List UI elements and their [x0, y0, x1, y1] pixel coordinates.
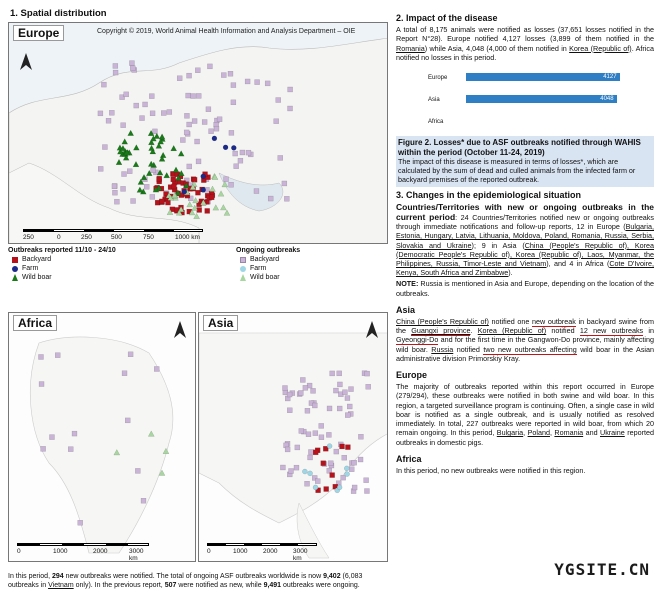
map-marker	[280, 465, 285, 470]
map-marker	[191, 94, 196, 99]
map-marker	[114, 199, 119, 204]
korea-link[interactable]: Korea (Republic of)	[477, 326, 547, 336]
map-marker	[303, 385, 308, 390]
map-marker	[122, 371, 127, 376]
map-marker	[287, 392, 292, 397]
map-marker	[289, 468, 294, 473]
map-marker	[337, 406, 342, 411]
scale-label: 3000 km	[129, 548, 144, 562]
legend-label: Wild boar	[22, 274, 52, 281]
map-marker	[313, 450, 318, 455]
legend-item	[8, 255, 208, 264]
copyright: Copyright © 2019, World Animal Health Information and Analysis Department – OIE	[97, 28, 356, 35]
map-marker	[365, 371, 370, 376]
map-marker	[101, 82, 106, 87]
map-marker	[187, 122, 192, 127]
map-marker	[149, 94, 154, 99]
map-marker	[68, 447, 73, 452]
asia-scale-bar	[207, 543, 317, 562]
map-marker	[308, 455, 313, 460]
text-part: : 24 Countries/Territories notified new or ongoing outbreaks through immediate notifications and follow-up reports, 12 in Europe (	[396, 213, 654, 232]
map-marker	[285, 447, 290, 452]
map-marker	[106, 118, 111, 123]
map-marker	[315, 479, 320, 484]
legend-ongoing	[236, 246, 386, 282]
map-marker	[352, 460, 357, 465]
map-marker	[233, 151, 238, 156]
map-marker	[313, 431, 318, 436]
scale-label: 500	[111, 234, 122, 241]
map-marker	[150, 111, 155, 116]
map-marker	[348, 387, 353, 392]
map-marker	[205, 208, 210, 213]
map-marker	[321, 461, 326, 466]
scale-label: 3000 km	[293, 548, 308, 562]
scale-label: 2000	[263, 548, 278, 555]
map-marker	[172, 184, 177, 189]
map-marker	[55, 353, 60, 358]
scale-label: 0	[57, 234, 61, 241]
map-marker	[268, 196, 273, 201]
note-label: NOTE:	[396, 279, 419, 289]
map-marker	[229, 130, 234, 135]
map-marker	[165, 200, 170, 205]
summary-text	[8, 572, 388, 590]
map-marker	[298, 390, 303, 395]
map-marker	[284, 196, 289, 201]
map-marker	[98, 111, 103, 116]
map-marker	[221, 73, 226, 78]
text-part: ) while Asia, 4,048 (4,000 of them notified in	[424, 43, 570, 53]
bar-category-label: Africa	[428, 119, 444, 126]
wild-boar-triangle-icon	[12, 274, 18, 281]
text-part: . Africa notified no losses in this period.	[396, 43, 654, 62]
scale-label: 0	[17, 548, 21, 555]
map-marker	[345, 396, 350, 401]
map-marker	[274, 119, 279, 124]
map-marker	[196, 93, 201, 98]
summary-part: only). In the previous report,	[73, 582, 165, 589]
map-marker	[196, 159, 201, 164]
map-marker	[184, 113, 189, 118]
legend-label: Backyard	[22, 256, 52, 263]
map-marker	[345, 445, 350, 450]
map-marker	[207, 64, 212, 69]
map-marker	[217, 117, 222, 122]
figure-title: Figure 2. Losses* due to ASF outbreaks notified through WAHIS within the period (October 11-24, 2019)	[398, 138, 641, 157]
map-marker	[330, 371, 335, 376]
legend-label: Backyard	[250, 256, 280, 263]
text-part: A total of 8,175 animals were notified as losses (37,651 losses notified in the Report N°28). Europe notified 4,127 losses (3,899 of them notified in the	[396, 25, 654, 44]
impact-heading: 2. Impact of the disease	[396, 13, 498, 23]
map-marker	[288, 87, 293, 92]
map-marker	[288, 106, 293, 111]
bar-row	[396, 116, 654, 126]
map-marker	[201, 174, 206, 179]
africa-heading: Africa	[396, 453, 422, 464]
text-part: .	[470, 326, 478, 336]
romania-link[interactable]: Romania	[396, 43, 425, 53]
scale-label: 1000	[233, 548, 248, 555]
map-marker	[167, 110, 172, 115]
map-marker	[341, 475, 346, 480]
legend-label: Farm	[22, 265, 39, 272]
legend-item	[8, 273, 208, 282]
map-marker	[333, 388, 338, 393]
map-marker	[121, 186, 126, 191]
map-marker	[231, 100, 236, 105]
map-marker	[192, 177, 197, 182]
map-marker	[306, 432, 311, 437]
text-column	[396, 14, 654, 574]
losses-bar-chart	[396, 66, 654, 132]
map-marker	[184, 130, 189, 135]
asia-paragraph	[396, 317, 654, 363]
map-marker	[287, 408, 292, 413]
europe-paragraph: The majority of outbreaks reported within this report occurred in Europe (279/294), these outbreaks were notified in both swine and wild boar. In this region, a targeted surveillance program is continuing. Often, a single case in wild boar is notified as a single outbreak, and is usually notified as resolved immediately. In total, 227 outbreaks were reported in wild boar, from which 20 remain ongoing. In this period, Bulgaria, Poland, Romania and Ukraine reported outbreaks in domestic pigs.	[396, 382, 654, 447]
map-marker	[112, 190, 117, 195]
map-marker	[344, 466, 349, 471]
scale-label: 1000	[53, 548, 68, 555]
map-marker	[124, 92, 129, 97]
africa-scale-bar	[17, 543, 149, 562]
map-marker	[352, 485, 357, 490]
map-marker	[234, 164, 239, 169]
map-marker	[206, 107, 211, 112]
map-marker	[154, 366, 159, 371]
africa-paragraph: In this period, no new outbreaks were notified in this region.	[396, 465, 586, 475]
map-marker	[140, 116, 145, 121]
africa-label: Africa	[13, 315, 57, 331]
map-marker	[228, 71, 233, 76]
map-marker	[38, 354, 43, 359]
text-part: ).	[508, 268, 513, 278]
map-marker	[224, 177, 229, 182]
map-marker	[282, 385, 287, 390]
map-marker	[135, 468, 140, 473]
map-marker	[214, 126, 219, 131]
summary-prev-new-count: 507	[164, 582, 177, 589]
text-part: and for the first time in the Gangwon-Do province, mainly affecting wild boar.	[396, 335, 654, 354]
map-marker	[366, 384, 371, 389]
map-marker	[342, 390, 347, 395]
map-marker	[49, 435, 54, 440]
map-marker	[180, 138, 185, 143]
legend-ongoing-title: Ongoing outbreaks	[236, 247, 301, 254]
map-marker	[337, 485, 342, 490]
legend-item	[236, 264, 386, 273]
map-marker	[334, 449, 339, 454]
map-marker	[41, 446, 46, 451]
map-marker	[112, 184, 117, 189]
map-marker	[254, 189, 259, 194]
changes-subhead: Countries/Territories with new or ongoing outbreaks in the current period	[396, 201, 654, 223]
legend-item	[236, 273, 386, 282]
farm-dot-icon	[12, 266, 18, 272]
map-marker	[305, 408, 310, 413]
map-marker	[240, 150, 245, 155]
map-marker	[311, 388, 316, 393]
map-marker	[212, 136, 217, 141]
guangxi-link[interactable]: Guangxi province	[411, 326, 471, 336]
text-part: in backyard swine from the	[396, 317, 654, 336]
map-marker	[276, 98, 281, 103]
map-marker	[209, 195, 214, 200]
text-part: notified	[546, 326, 580, 336]
map-marker	[131, 198, 136, 203]
map-marker	[308, 449, 313, 454]
text-part: The majority of outbreaks reported within this report occurred in Europe (279/294), these outbreaks were notified in both swine and wild boar. In this region, a targeted surveillance program is continuing. Often, a single case in wild boar is notified as a single outbreak, and is usually notified as resolved immediately. In total, 227 outbreaks were reported in wild boar, from which 20 remain ongoing. In this period,	[396, 382, 654, 438]
note-paragraph	[396, 279, 654, 297]
europe-map-canvas	[9, 23, 388, 244]
highlight: new outbreak	[532, 317, 576, 327]
map-marker	[78, 520, 83, 525]
summary-part: were notified as new, while	[176, 582, 264, 589]
europe-map	[8, 22, 388, 244]
scale-label: 0	[207, 548, 211, 555]
map-marker	[358, 434, 363, 439]
map-marker	[238, 158, 243, 163]
summary-part: In this period,	[8, 573, 52, 580]
text-part: in	[643, 326, 654, 336]
map-marker	[157, 176, 162, 181]
map-marker	[128, 352, 133, 357]
summary-ongoing-count: 9,402	[323, 573, 341, 580]
map-marker	[150, 194, 155, 199]
map-marker	[312, 403, 317, 408]
africa-map-canvas	[9, 313, 196, 562]
map-marker	[201, 187, 206, 192]
map-marker	[72, 431, 77, 436]
map-marker	[345, 413, 350, 418]
map-marker	[295, 445, 300, 450]
map-marker	[182, 189, 187, 194]
note-text: Russia is mentioned in Asia and Europe, depending on the location of the outbreaks.	[396, 279, 654, 298]
map-marker	[102, 145, 107, 150]
highlight: Gyeonggi-Do	[396, 335, 439, 345]
bar-category-label: Europe	[428, 75, 448, 82]
north-arrow-icon	[365, 321, 379, 339]
asia-label: Asia	[203, 315, 238, 331]
vietnam-link[interactable]: Vietnam	[48, 582, 74, 589]
map-marker	[144, 184, 149, 189]
map-marker	[358, 457, 363, 462]
scale-label: 1000 km	[175, 234, 200, 241]
map-marker	[209, 129, 214, 134]
watermark: YGSITE.CN	[554, 560, 650, 579]
scale-label: 2000	[93, 548, 108, 555]
russia-link[interactable]: Russia	[431, 344, 454, 354]
map-marker	[245, 79, 250, 84]
china-link[interactable]: China (People's Republic of)	[396, 317, 489, 327]
bar: 4127	[466, 73, 620, 81]
map-marker	[231, 145, 236, 150]
bar: 4048	[466, 95, 617, 103]
asia-map-canvas	[199, 313, 388, 562]
map-marker	[282, 181, 287, 186]
map-marker	[345, 472, 350, 477]
map-marker	[305, 481, 310, 486]
map-marker	[141, 498, 146, 503]
highlight: 12 new outbreaks	[579, 326, 644, 336]
legend-reported-title: Outbreaks reported 11/10 - 24/10	[8, 247, 116, 254]
spatial-section	[4, 4, 388, 593]
map-marker	[177, 76, 182, 81]
map-marker	[171, 177, 176, 182]
map-marker	[113, 63, 118, 68]
map-marker	[231, 83, 236, 88]
map-marker	[300, 377, 305, 382]
map-marker	[319, 435, 324, 440]
map-marker	[113, 70, 118, 75]
legend-item	[236, 255, 386, 264]
europe-countries-links[interactable]: Bulgaria, Estonia, Hungary, Latvia, Lithuania, Moldova, Poland, Romania, Russia, Serbia, Slovakia and Ukraine	[396, 222, 654, 250]
scale-label: 250	[81, 234, 92, 241]
map-marker	[294, 465, 299, 470]
changes-paragraph	[396, 202, 654, 278]
korea-link[interactable]: Korea (Republic of)	[569, 43, 632, 53]
bar-row	[396, 72, 654, 82]
ukraine-link[interactable]: Ukraine	[600, 428, 625, 438]
map-marker	[129, 61, 134, 66]
bar-row	[396, 94, 654, 104]
africa-map	[8, 312, 196, 562]
map-marker	[98, 166, 103, 171]
map-marker	[39, 382, 44, 387]
map-marker	[349, 467, 354, 472]
map-marker	[326, 432, 331, 437]
ongoing-farm-dot-icon	[240, 266, 246, 272]
text-part: ), and 4 in Africa (	[546, 259, 610, 269]
figure-caption-box	[396, 136, 654, 187]
bulgaria-link[interactable]: Bulgaria	[496, 428, 524, 438]
summary-part: outbreaks were ongoing.	[281, 582, 360, 589]
north-arrow-icon	[173, 321, 187, 339]
map-marker	[161, 111, 166, 116]
map-marker	[340, 444, 345, 449]
romania-link[interactable]: Romania	[554, 428, 584, 438]
map-marker	[195, 68, 200, 73]
text-part: reported outbreaks in domestic pigs.	[396, 428, 654, 447]
legend-item	[8, 264, 208, 273]
map-marker	[195, 139, 200, 144]
ongoing-wild-boar-triangle-icon	[240, 274, 246, 281]
map-marker	[330, 473, 335, 478]
map-marker	[278, 155, 283, 160]
map-marker	[255, 80, 260, 85]
text-part: notified one	[488, 317, 533, 327]
map-marker	[328, 461, 333, 466]
map-marker	[313, 485, 318, 490]
spatial-heading: 1. Spatial distribution	[10, 8, 107, 19]
map-marker	[134, 103, 139, 108]
map-marker	[342, 455, 347, 460]
map-marker	[130, 66, 135, 71]
europe-heading: Europe	[396, 370, 428, 381]
map-marker	[186, 93, 191, 98]
legend-label: Wild boar	[250, 274, 280, 281]
map-marker	[299, 428, 304, 433]
map-marker	[319, 423, 324, 428]
map-marker	[327, 444, 332, 449]
map-marker	[202, 120, 207, 125]
map-marker	[302, 469, 307, 474]
asia-countries-links[interactable]: China (People's Republic of), Korea (Democratic People's Republic of), Korea (Republic of), Laos, Myanmar, the Philippines, Russia, Timor-Leste and Vietnam	[396, 240, 655, 269]
summary-new-count: 294	[51, 573, 64, 580]
map-marker	[364, 489, 369, 494]
map-marker	[347, 404, 352, 409]
text-part: wild boar in the Asian administrative division Primorskiy Kray.	[396, 344, 655, 363]
map-marker	[127, 169, 132, 174]
scale-label: 750	[143, 234, 154, 241]
map-marker	[187, 164, 192, 169]
figure-caption: The impact of this disease is measured in terms of losses*, which are calculated by the sum of dead and culled animals from the infected farm or backyard premises of the reported outbreak.	[398, 157, 636, 185]
map-marker	[223, 145, 228, 150]
summary-prev-ongoing-count: 9,491	[263, 582, 282, 589]
map-marker	[229, 182, 234, 187]
bar-category-label: Asia	[428, 97, 440, 104]
north-arrow-icon	[19, 53, 33, 71]
summary-part: (6,083 outbreaks in	[8, 573, 363, 589]
scale-label: 250	[23, 234, 34, 241]
legend-reported	[8, 246, 208, 282]
map-marker	[187, 73, 192, 78]
map-marker	[159, 199, 164, 204]
map-marker	[125, 418, 130, 423]
map-marker	[143, 102, 148, 107]
map-marker	[192, 119, 197, 124]
ongoing-backyard-square-icon	[240, 257, 246, 263]
backyard-square-icon	[12, 257, 18, 263]
map-marker	[109, 110, 114, 115]
asia-map	[198, 312, 388, 562]
asia-heading: Asia	[396, 304, 416, 315]
europe-label: Europe	[13, 25, 64, 41]
changes-heading: 3. Changes in the epidemiological situation	[396, 189, 582, 200]
summary-part: new outbreaks were notified. The total of ongoing ASF outbreaks worldwide is now	[63, 573, 324, 580]
map-marker	[327, 406, 332, 411]
map-marker	[265, 81, 270, 86]
map-marker	[121, 123, 126, 128]
map-marker	[364, 478, 369, 483]
poland-link[interactable]: Poland	[527, 428, 550, 438]
africa-countries-links[interactable]: Cote D'Ivoire, Kenya, South Africa and Zimbabwe	[396, 259, 655, 278]
map-marker	[246, 150, 251, 155]
map-marker	[324, 487, 329, 492]
map-marker	[308, 471, 313, 476]
impact-paragraph	[396, 25, 654, 62]
map-marker	[122, 172, 127, 177]
text-part: notified	[453, 344, 484, 354]
legend-label: Farm	[250, 265, 267, 272]
map-marker	[151, 168, 156, 173]
text-part: ); 9 in Asia (	[471, 240, 525, 250]
map-marker	[337, 382, 342, 387]
map-marker	[337, 371, 342, 376]
europe-scale-bar	[23, 229, 203, 243]
highlight: two new outbreaks affecting	[483, 344, 577, 354]
